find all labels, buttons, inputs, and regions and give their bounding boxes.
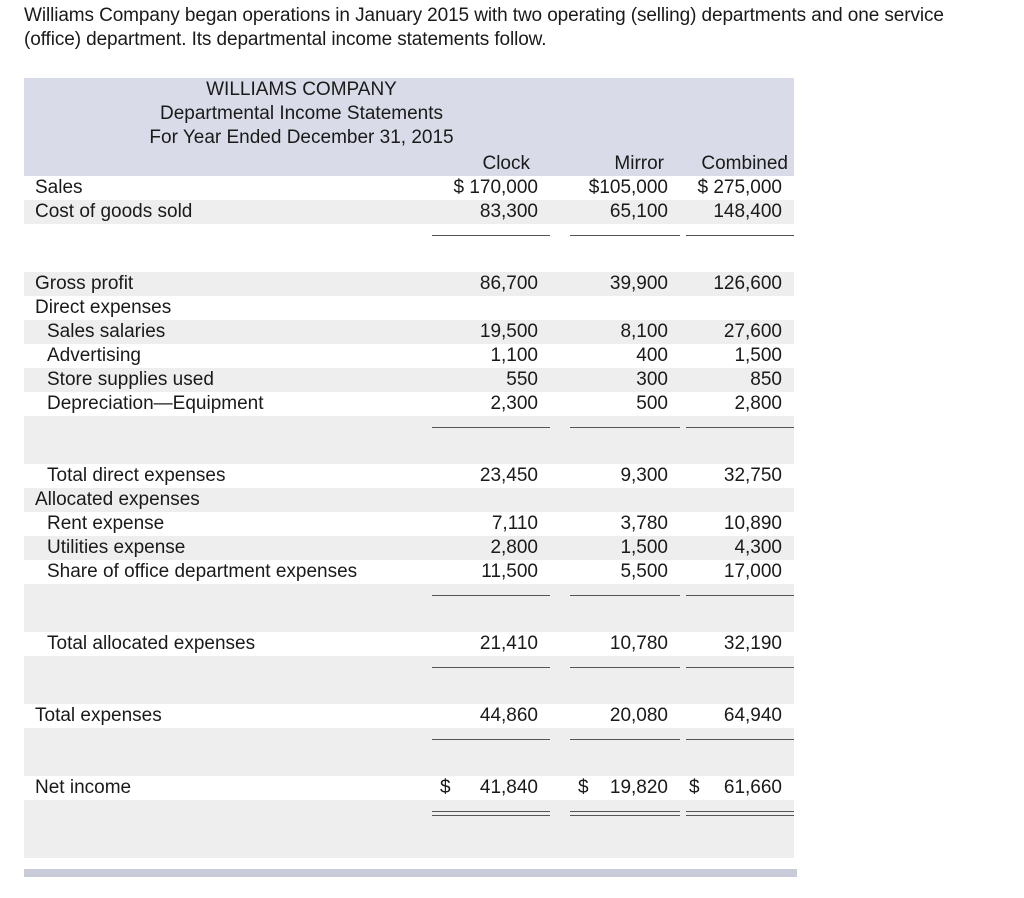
column-header-clock: Clock — [482, 153, 530, 174]
combined-amount: 27,600 — [723, 321, 782, 342]
clock-amount: 86,700 — [479, 273, 538, 294]
mirror-amount: 9,300 — [620, 465, 668, 486]
combined-amount: 10,890 — [723, 513, 782, 534]
double-rule — [570, 815, 680, 816]
row-label: Rent expense — [47, 513, 165, 534]
mirror-amount: $105,000 — [588, 177, 668, 198]
clock-amount: 11,500 — [481, 561, 538, 582]
clock-amount: 19,500 — [479, 321, 538, 342]
subtotal-rule — [686, 667, 794, 668]
row-label: Total direct expenses — [47, 465, 226, 486]
mirror-amount: 500 — [636, 393, 668, 414]
mirror-amount: 19,820 — [609, 777, 668, 798]
combined-amount: 148,400 — [713, 201, 782, 222]
statement-title: Departmental Income Statements — [159, 103, 444, 124]
row-label: Allocated expenses — [35, 489, 200, 510]
clock-currency-sign: $ — [440, 777, 451, 798]
table-row-direct-expenses-heading — [24, 296, 794, 320]
subtotal-rule — [432, 427, 550, 428]
table-row-sales — [24, 176, 794, 200]
combined-amount: 2,800 — [734, 393, 782, 414]
subtotal-rule — [570, 235, 680, 236]
row-label: Sales — [35, 177, 83, 198]
table-row-gross-profit — [24, 272, 794, 296]
column-header-combined: Combined — [701, 153, 788, 174]
row-label: Direct expenses — [35, 297, 172, 318]
clock-amount: 2,300 — [490, 393, 538, 414]
combined-amount: 126,600 — [713, 273, 782, 294]
combined-amount: 64,940 — [723, 705, 782, 726]
double-rule — [432, 815, 550, 816]
table-bottom-bar — [24, 869, 797, 877]
combined-amount: 17,000 — [723, 561, 782, 582]
mirror-amount: 20,080 — [609, 705, 668, 726]
row-label: Utilities expense — [47, 537, 186, 558]
table-row-advertising — [24, 344, 794, 368]
income-statement-table — [24, 78, 794, 858]
subtotal-rule — [686, 595, 794, 596]
subtotal-rule — [686, 739, 794, 740]
mirror-amount: 65,100 — [609, 201, 668, 222]
subtotal-rule — [432, 235, 550, 236]
subtotal-rule — [686, 235, 794, 236]
combined-amount: 32,190 — [723, 633, 782, 654]
statement-period: For Year Ended December 31, 2015 — [149, 127, 454, 148]
mirror-amount: 1,500 — [620, 537, 668, 558]
row-label: Net income — [35, 777, 132, 798]
clock-amount: $ 170,000 — [453, 177, 538, 198]
spacer-band — [24, 656, 794, 704]
clock-amount: 550 — [506, 369, 538, 390]
table-row-store-supplies — [24, 368, 794, 392]
spacer-band — [24, 416, 794, 464]
mirror-amount: 400 — [636, 345, 668, 366]
table-row-sales-salaries — [24, 320, 794, 344]
double-rule — [686, 811, 794, 812]
spacer-band — [24, 728, 794, 776]
double-rule — [686, 815, 794, 816]
table-row-total-expenses — [24, 704, 794, 728]
table-row-cogs — [24, 200, 794, 224]
double-rule — [570, 811, 680, 812]
spacer-band — [24, 584, 794, 632]
combined-amount: 4,300 — [734, 537, 782, 558]
clock-amount: 44,860 — [479, 705, 538, 726]
clock-amount: 1,100 — [490, 345, 538, 366]
subtotal-rule — [570, 667, 680, 668]
intro-text: Williams Company began operations in January 2015 with two operating (selling) departments and one service (office) department. Its departmental income statements follow. — [24, 5, 944, 50]
table-row-utilities — [24, 536, 794, 560]
double-rule — [432, 811, 550, 812]
row-label: Total allocated expenses — [47, 633, 256, 654]
row-label: Gross profit — [35, 273, 134, 294]
row-label: Sales salaries — [47, 321, 166, 342]
subtotal-rule — [432, 667, 550, 668]
mirror-amount: 5,500 — [620, 561, 668, 582]
clock-amount: 7,110 — [491, 513, 538, 534]
mirror-amount: 300 — [636, 369, 668, 390]
clock-amount: 41,840 — [479, 777, 538, 798]
spacer-band — [24, 800, 794, 858]
combined-currency-sign: $ — [689, 777, 700, 798]
table-row-rent — [24, 512, 794, 536]
mirror-currency-sign: $ — [578, 777, 589, 798]
clock-amount: 23,450 — [479, 465, 538, 486]
table-row-total-direct-expenses — [24, 464, 794, 488]
table-row-net-income — [24, 776, 794, 800]
company-name: WILLIAMS COMPANY — [206, 79, 397, 100]
mirror-amount: 10,780 — [609, 633, 668, 654]
mirror-amount: 8,100 — [620, 321, 668, 342]
subtotal-rule — [686, 427, 794, 428]
table-row-allocated-expenses-heading — [24, 488, 794, 512]
clock-amount: 21,410 — [479, 633, 538, 654]
clock-amount: 83,300 — [479, 201, 538, 222]
combined-amount: 32,750 — [723, 465, 782, 486]
mirror-amount: 3,780 — [620, 513, 668, 534]
subtotal-rule — [570, 427, 680, 428]
subtotal-rule — [570, 595, 680, 596]
combined-amount: 1,500 — [734, 345, 782, 366]
row-label: Store supplies used — [47, 369, 214, 390]
table-row-office-share — [24, 560, 794, 584]
combined-amount: 61,660 — [723, 777, 782, 798]
clock-amount: 2,800 — [490, 537, 538, 558]
row-label: Depreciation—Equipment — [47, 393, 264, 414]
subtotal-rule — [432, 595, 550, 596]
table-row-depreciation — [24, 392, 794, 416]
table-row-total-allocated-expenses — [24, 632, 794, 656]
combined-amount: $ 275,000 — [697, 177, 782, 198]
row-label: Share of office department expenses — [47, 561, 358, 582]
combined-amount: 850 — [750, 369, 782, 390]
subtotal-rule — [432, 739, 550, 740]
mirror-amount: 39,900 — [609, 273, 668, 294]
column-header-mirror: Mirror — [614, 153, 664, 174]
row-label: Cost of goods sold — [35, 201, 193, 222]
row-label: Advertising — [47, 345, 141, 366]
subtotal-rule — [570, 739, 680, 740]
row-label: Total expenses — [35, 705, 162, 726]
